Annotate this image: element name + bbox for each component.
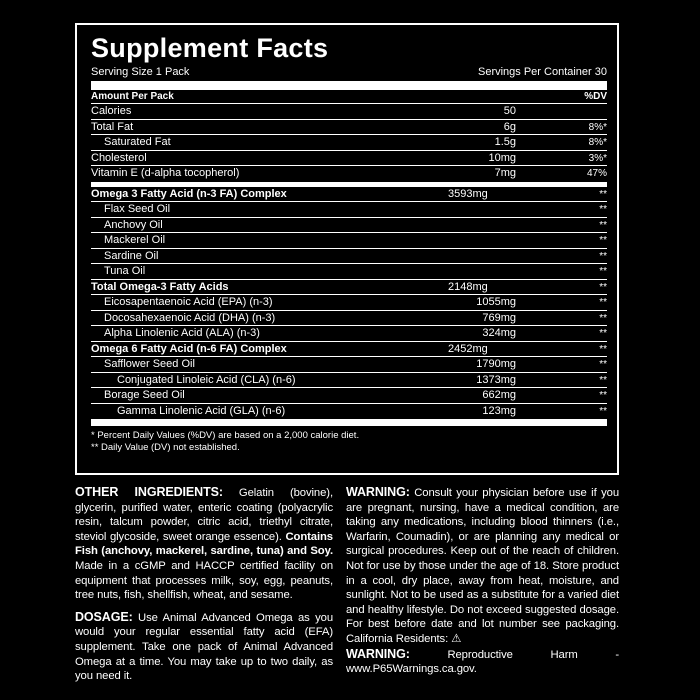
amount-per-label: Amount Per Pack	[91, 91, 174, 102]
nutrient-dv: **	[599, 188, 607, 200]
divider-bottom	[91, 419, 607, 426]
nutrient-amount: 10mg	[488, 151, 516, 164]
nutrient-row	[91, 120, 607, 136]
nutrient-dv: **	[599, 219, 607, 231]
right-column	[346, 485, 619, 677]
warning	[346, 485, 619, 647]
nutrient-row	[91, 311, 607, 327]
nutrient-dv: **	[599, 266, 607, 277]
nutrient-amount: 324mg	[482, 327, 516, 339]
nutrient-row	[91, 326, 607, 342]
other-ingredients	[75, 485, 333, 603]
divider-thick	[91, 81, 607, 90]
nutrient-amount: 3593mg	[448, 187, 488, 200]
nutrient-name: Tuna Oil	[104, 265, 146, 277]
nutrient-name: Eicosapentaenoic Acid (EPA) (n-3)	[104, 296, 273, 308]
nutrient-dv: **	[599, 235, 607, 246]
nutrient-amount: 1055mg	[476, 296, 516, 308]
nutrient-amount: 1.5g	[494, 136, 516, 148]
nutrient-dv: 47%	[586, 168, 607, 179]
warning-text: Consult your physician before use if you are pregnant, nursing, have a medical condition, are taking any medications, including blood thinners (i.e., Warfarin, Coumadin), or are planning any medical or surgical procedures. Keep out of the reach of children. Not for use by those under the age of 18. Store product in a cool, dry place, away from heat, moisture, and sunlight. Not to be used as a substitute for a varied diet and healthy lifestyle. Do not exceed suggested dosage. For best before date and lot number see packaging. California Residents: ⚠	[346, 487, 619, 645]
nutrient-row	[91, 388, 607, 404]
nutrient-dv: **	[599, 312, 607, 324]
nutrient-row	[91, 404, 607, 420]
fatty-acid-rows	[91, 187, 607, 420]
footnotes	[91, 430, 607, 454]
nutrient-name: Omega 6 Fatty Acid (n-6 FA) Complex	[91, 342, 287, 355]
nutrient-amount: 123mg	[482, 404, 516, 417]
nutrient-amount: 662mg	[482, 389, 516, 401]
nutrient-amount: 2452mg	[448, 342, 488, 355]
nutrient-dv: 3%*	[588, 152, 607, 164]
nutrient-rows	[91, 104, 607, 182]
serving-size: Serving Size 1 Pack	[91, 66, 190, 78]
serving-info	[91, 66, 607, 80]
nutrient-name: Total Omega-3 Fatty Acids	[91, 280, 229, 293]
amount-header-row	[91, 90, 607, 104]
nutrient-amount: 7mg	[494, 167, 516, 179]
nutrient-name: Safflower Seed Oil	[104, 358, 195, 370]
nutrient-amount: 769mg	[482, 311, 516, 324]
nutrient-name: Mackerel Oil	[104, 234, 166, 246]
nutrient-row	[91, 135, 607, 151]
nutrient-row	[91, 264, 607, 280]
nutrient-row	[91, 202, 607, 218]
footnote-dv: * Percent Daily Values (%DV) are based on a 2,000 calorie diet.	[91, 430, 360, 441]
dosage-text: Use Animal Advanced Omega as you would your regular essential fatty acid (EFA) supplement. Take one pack of Animal Advanced Omega at a time. You may take up to two daily, as you need it.	[75, 611, 333, 683]
nutrient-row	[91, 342, 607, 358]
nutrient-name: Cholesterol	[91, 151, 147, 164]
nutrient-row	[91, 249, 607, 265]
nutrient-row	[91, 218, 607, 234]
nutrient-dv: **	[599, 328, 607, 339]
servings-per-container: Servings Per Container 30	[477, 66, 607, 78]
nutrient-amount: 2148mg	[448, 280, 488, 293]
nutrient-dv: **	[599, 204, 607, 215]
nutrient-dv: **	[599, 343, 607, 355]
ingredients-heading: OTHER INGREDIENTS:	[75, 485, 223, 499]
nutrient-row	[91, 233, 607, 249]
nutrient-row	[91, 187, 607, 203]
nutrient-dv: 8%*	[588, 137, 607, 148]
dosage	[75, 610, 333, 684]
nutrient-name: Anchovy Oil	[104, 218, 163, 231]
warning2-heading: WARNING:	[346, 646, 410, 661]
nutrient-name: Omega 3 Fatty Acid (n-3 FA) Complex	[91, 187, 287, 200]
nutrient-dv: **	[599, 281, 607, 293]
nutrient-name: Vitamin E (d-alpha tocopherol)	[91, 167, 240, 179]
ingredients-text: Gelatin (bovine), glycerin, purified water, enteric coating (polyacrylic resin, talcum powder, citric acid, triethyl citrate, steviol glycoside, sweet orange essence).	[75, 487, 333, 543]
nutrient-row	[91, 295, 607, 311]
nutrient-name: Flax Seed Oil	[104, 203, 171, 215]
warning2-text: Reproductive Harm - www.P65Warnings.ca.gov.	[346, 648, 619, 676]
nutrient-name: Total Fat	[91, 120, 134, 133]
left-column	[75, 485, 333, 684]
warning-prop65	[346, 647, 619, 677]
dv-header: %DV	[584, 91, 607, 102]
nutrient-dv: **	[599, 359, 607, 370]
nutrient-row	[91, 151, 607, 167]
nutrient-amount: 1790mg	[476, 358, 516, 370]
nutrient-name: Docosahexaenoic Acid (DHA) (n-3)	[104, 311, 276, 324]
nutrient-name: Alpha Linolenic Acid (ALA) (n-3)	[104, 327, 260, 339]
panel-title: Supplement Facts	[91, 33, 329, 63]
nutrient-row	[91, 357, 607, 373]
nutrient-row	[91, 166, 607, 182]
nutrient-amount: 6g	[503, 120, 516, 133]
dosage-heading: DOSAGE:	[75, 609, 133, 624]
nutrient-name: Conjugated Linoleic Acid (CLA) (n-6)	[117, 373, 296, 386]
nutrient-name: Borage Seed Oil	[104, 389, 185, 401]
nutrient-dv: 8%*	[588, 121, 607, 133]
warning-heading: WARNING:	[346, 485, 410, 499]
nutrient-name: Saturated Fat	[104, 136, 171, 148]
nutrient-name: Calories	[91, 105, 132, 117]
footnote-dv-not-established: ** Daily Value (DV) not established.	[91, 442, 240, 453]
nutrient-name: Gamma Linolenic Acid (GLA) (n-6)	[117, 404, 286, 417]
allergen-text: Contains Fish (anchovy, mackerel, sardine, tuna) and Soy.	[75, 530, 333, 558]
nutrient-amount: 1373mg	[476, 373, 516, 386]
supplement-facts-panel	[75, 23, 619, 475]
nutrient-row	[91, 373, 607, 389]
ingredients-text-2: Made in a cGMP and HACCP certified facility on equipment that processes milk, soy, egg, peanuts, tree nuts, fish, shellfish, wheat, and sesame.	[75, 559, 333, 602]
nutrient-dv: **	[599, 390, 607, 401]
nutrient-dv: **	[599, 297, 607, 308]
nutrient-name: Sardine Oil	[104, 249, 159, 262]
nutrient-dv: **	[599, 374, 607, 386]
nutrient-amount: 50	[503, 105, 516, 117]
nutrient-row	[91, 280, 607, 296]
nutrient-dv: **	[599, 250, 607, 262]
nutrient-row	[91, 104, 607, 120]
nutrient-dv: **	[599, 405, 607, 417]
